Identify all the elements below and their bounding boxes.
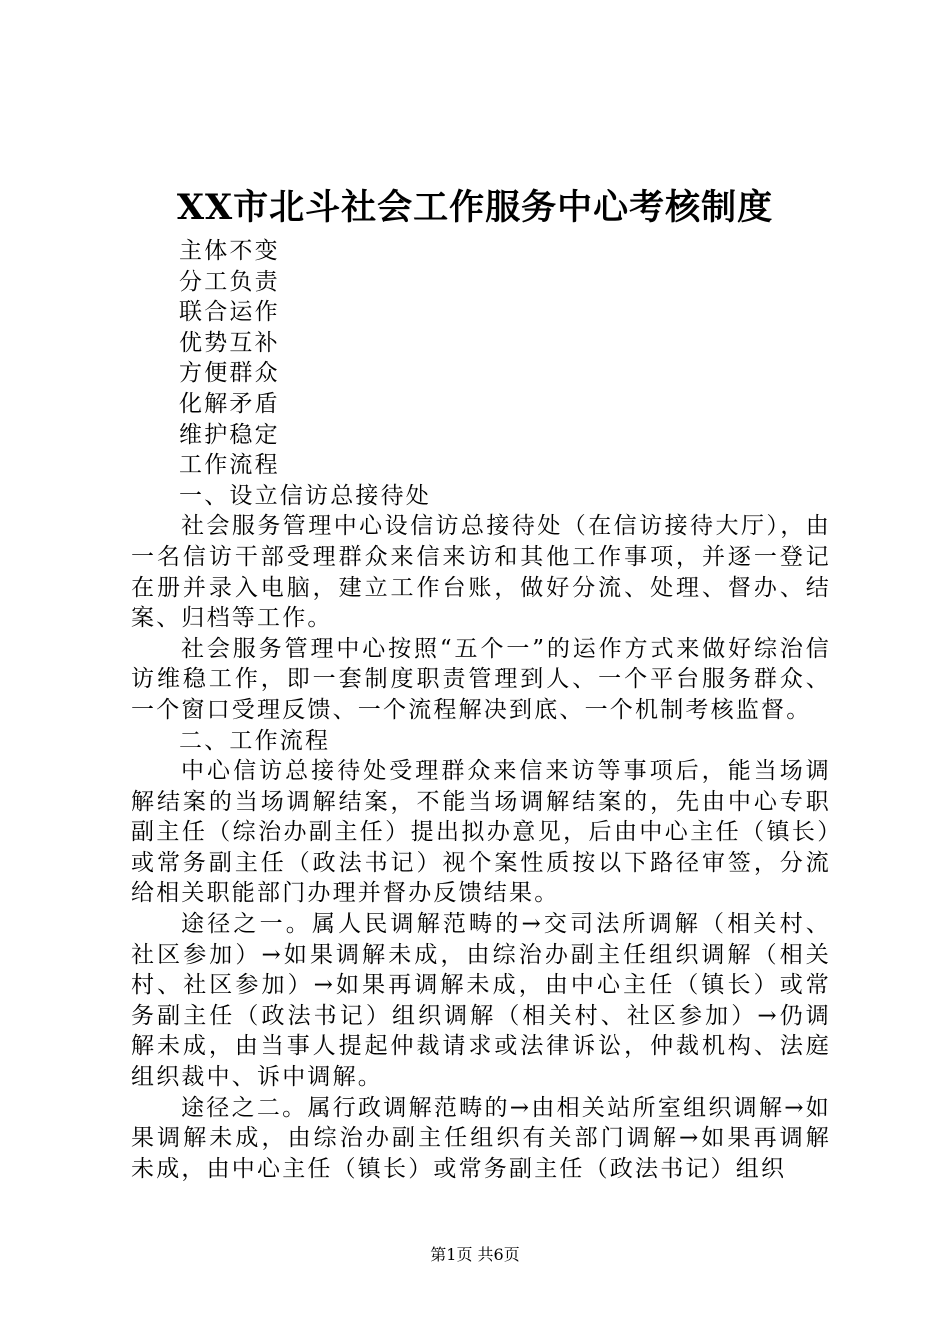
text-line: 分工负责: [179, 268, 280, 295]
paragraph: 途径之二。属行政调解范畴的→由相关站所室组织调解→如果调解未成，由综治办副主任组织有关部门调解→如果再调解未成，由中心主任（镇长）或常务副主任（政法书记）组织: [131, 1094, 831, 1182]
paragraph: 途径之一。属人民调解范畴的→交司法所调解（相关村、社区参加）→如果调解未成，由综治办副主任组织调解（相关村、社区参加）→如果再调解未成，由中心主任（镇长）或常务副主任（政法书记）组织调解（相关村、社区参加）→仍调解未成，由当事人提起仲裁请求或法律诉讼，仲裁机构、法庭组织裁中、诉中调解。: [131, 911, 831, 1091]
text-line: 工作流程: [179, 452, 280, 479]
paragraph: 中心信访总接待处受理群众来信来访等事项后，能当场调解结案的当场调解结案，不能当场调解结案的，先由中心专职副主任（综治办副主任）提出拟办意见，后由中心主任（镇长）或常务副主任（政法书记）视个案性质按以下路径审签，分流给相关职能部门办理并督办反馈结果。: [131, 758, 831, 907]
text-line: 化解矛盾: [179, 390, 280, 417]
document-title: XX市北斗社会工作服务中心考核制度: [176, 187, 774, 228]
text-line: 主体不变: [179, 238, 280, 264]
section-heading: 一、设立信访总接待处: [179, 482, 431, 509]
text-line: 方便群众: [179, 360, 280, 387]
section-heading: 二、工作流程: [179, 727, 331, 754]
text-line: 维护稳定: [179, 421, 280, 448]
text-line: 优势互补: [179, 329, 280, 356]
paragraph: 社会服务管理中心设信访总接待处（在信访接待大厅），由一名信访干部受理群众来信来访和其他工作事项，并逐一登记在册并录入电脑，建立工作台账，做好分流、处理、督办、结案、归档等工作。: [131, 513, 831, 632]
document-body: [131, 236, 831, 1184]
page-number-footer: 第1页 共6页: [430, 1245, 520, 1264]
paragraph: 社会服务管理中心按照“五个一”的运作方式来做好综治信访维稳工作，即一套制度职责管理到人、一个平台服务群众、一个窗口受理反馈、一个流程解决到底、一个机制考核监督。: [131, 635, 831, 723]
text-line: 联合运作: [179, 299, 280, 326]
